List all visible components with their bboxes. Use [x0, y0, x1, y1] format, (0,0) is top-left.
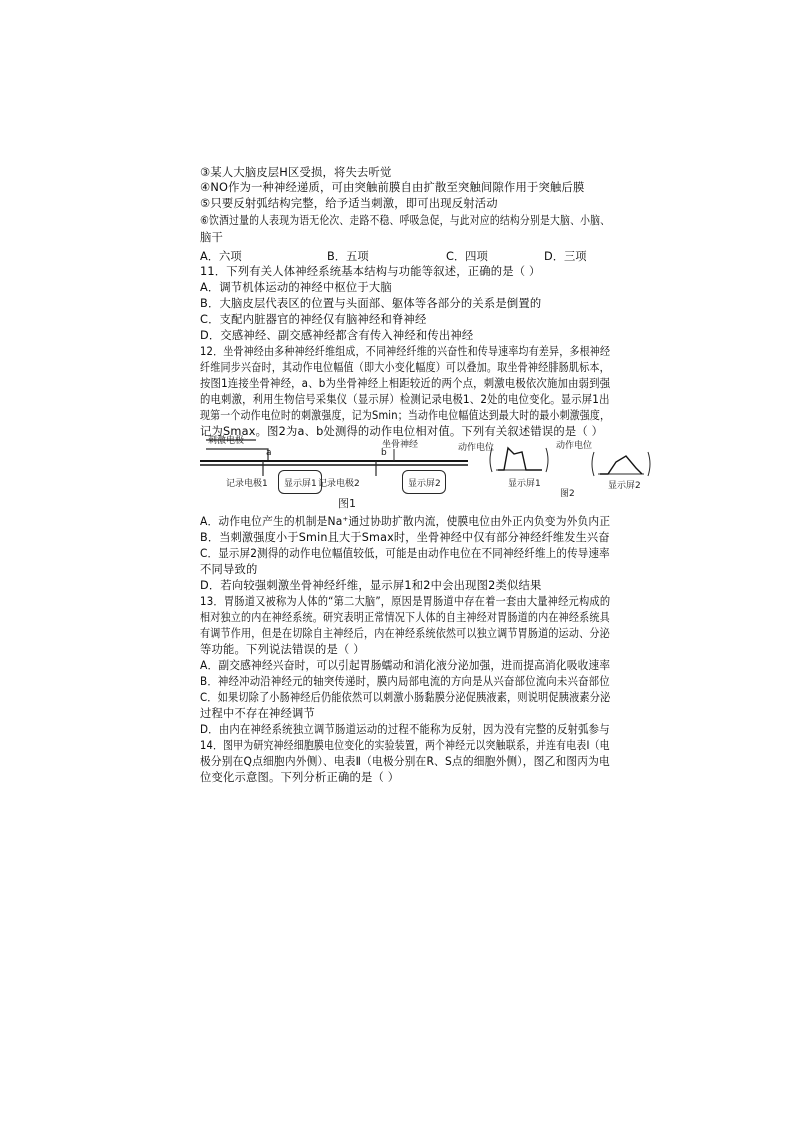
q11-option-c: C．支配内脏器官的神经仅有脑神经和脊神经: [200, 313, 427, 326]
q10-option-d: D．三项: [544, 250, 587, 263]
q11-option-b: B．大脑皮层代表区的位置与头面部、躯体等各部分的关系是倒置的: [200, 297, 542, 310]
q13-stem-line-4: 等功能。下列说法错误的是（ ）: [200, 643, 365, 656]
screen-2-label: 显示屏2: [408, 479, 441, 489]
q10-item-6: ⑥饮酒过量的人表现为语无伦次、走路不稳、呼吸急促，与此对应的结构分别是大脑、小脑、: [200, 214, 611, 227]
q10-option-a: A．六项: [200, 250, 242, 263]
q10-item-6-cont: 脑干: [200, 231, 223, 244]
q12-option-d: D．若向较强刺激坐骨神经纤维，显示屏1和2中会出现图2类似结果: [200, 579, 542, 592]
point-b-label: b: [381, 448, 387, 458]
q12-stem-line-4: 的电刺激，利用生物信号采集仪（显示屏）检测记录电极1、2处的电位变化。显示屏1出: [200, 393, 610, 406]
q12-figure: [196, 434, 676, 522]
q10-option-c: C．四项: [446, 250, 488, 263]
q11-option-a: A．调节机体运动的神经中枢位于大脑: [200, 281, 392, 294]
display-2-label: 显示屏2: [608, 481, 641, 491]
q12-option-b: B．当刺激强度小于Smin且大于Smax时，坐骨神经中仅有部分神经纤维发生兴奋: [200, 531, 610, 544]
q12-stem-line-6: 记为Smax。图2为a、b处测得的动作电位相对值。下列有关叙述错误的是（ ）: [200, 425, 604, 438]
record-electrode-2-label: 记录电极2: [318, 479, 360, 489]
figure-2-caption: 图2: [560, 489, 575, 499]
q12-option-a: A．动作电位产生的机制是Na⁺通过协助扩散内流，使膜电位由外正内负变为外负内正: [200, 515, 611, 528]
q14-stem-line-1: 14．图甲为研究神经细胞膜电位变化的实验装置，两个神经元以突触联系，并连有电表Ⅰ（电: [200, 739, 610, 752]
q13-option-b: B．神经冲动沿神经元的轴突传递时，膜内局部电流的方向是从兴奋部位流向未兴奋部位: [200, 675, 610, 688]
q14-stem-line-2: 极分别在Q点细胞内外侧）、电表Ⅱ（电极分别在R、S点的细胞外侧），图乙和图丙为电: [200, 755, 610, 768]
fig2-bracket-1-right: [546, 448, 548, 472]
q10-item-4: ④NO作为一种神经递质，可由突触前膜自由扩散至突触间隙作用于突触后膜: [200, 181, 585, 194]
q12-option-c: C．显示屏2测得的动作电位幅值较低，可能是由动作电位在不同神经纤维上的传导速率: [200, 547, 610, 560]
q13-stem-line-1: 13．胃肠道又被称为人体的“第二大脑”，原因是胃肠道中存在着一套由大量神经元构成的: [200, 595, 611, 608]
q13-option-c: C．如果切除了小肠神经后仍能依然可以刺激小肠黏膜分泌促胰液素，则说明促胰液素分泌: [200, 691, 611, 704]
q12-option-c-cont: 不同导致的: [200, 563, 258, 576]
display-1-label: 显示屏1: [508, 479, 541, 489]
stim-electrode-lead: [206, 449, 268, 460]
record-electrode-1-label: 记录电极1: [226, 479, 268, 489]
point-a-label: a: [266, 448, 272, 458]
fig2-trace-2: [600, 456, 642, 474]
q13-option-c-cont: 过程中不存在神经调节: [200, 707, 315, 720]
fig2-bracket-2-right: [648, 452, 650, 476]
fig2-trace-1: [498, 448, 542, 470]
q12-stem-line-3: 按图1连接坐骨神经，a、b为坐骨神经上相距较近的两个点，刺激电极依次施加由弱到强: [200, 377, 611, 390]
fig2-bracket-2-left: [592, 452, 594, 476]
sciatic-nerve-label: 坐骨神经: [382, 440, 419, 450]
q13-stem-line-2: 相对独立的内在神经系统。研究表明正常情况下人体的自主神经对胃肠道的内在神经系统具: [200, 611, 610, 624]
q13-option-d: D．由内在神经系统独立调节肠道运动的过程不能称为反射，因为没有完整的反射弧参与: [200, 723, 610, 736]
screen-2-box: [402, 470, 446, 494]
screen-1-box: [278, 470, 322, 494]
screen-1-label: 显示屏1: [284, 479, 317, 489]
q12-stem-line-1: 12．坐骨神经由多种神经纤维组成，不同神经纤维的兴奋性和传导速率均有差异，多根神经: [200, 345, 611, 358]
q11-stem: 11．下列有关人体神经系统基本结构与功能等叙述，正确的是（ ）: [200, 265, 541, 278]
q11-option-d: D．交感神经、副交感神经都含有传入神经和传出神经: [200, 329, 474, 342]
figure-1-caption: 图1: [338, 497, 356, 510]
q13-option-a: A．副交感神经兴奋时，可以引起胃肠蠕动和消化液分泌加强，进而提高消化吸收速率: [200, 659, 611, 672]
ap-label-2: 动作电位: [556, 441, 593, 451]
q12-stem-line-2: 纤维同步兴奋时，其动作电位幅值（即大小变化幅度）可以叠加。取坐骨神经腓肠肌标本，: [200, 361, 610, 374]
q14-stem-line-3: 位变化示意图。下列分析正确的是（ ）: [200, 771, 400, 784]
q12-stem-line-5: 现第一个动作电位时的刺激强度，记为Smin；当动作电位幅值达到最大时的最小刺激强度，: [200, 409, 611, 422]
q10-item-5: ⑤只要反射弧结构完整，给予适当刺激，即可出现反射活动: [200, 197, 498, 210]
q10-option-b: B．五项: [327, 250, 369, 263]
stim-electrode-label: 刺激电极: [208, 436, 245, 446]
ap-label-1: 动作电位: [458, 443, 495, 453]
q13-stem-line-3: 有调节作用，但是在切除自主神经后，内在神经系统依然可以独立调节胃肠道的运动、分泌: [200, 627, 610, 640]
q10-item-3: ③某人大脑皮层H区受损，将失去听觉: [200, 166, 392, 179]
